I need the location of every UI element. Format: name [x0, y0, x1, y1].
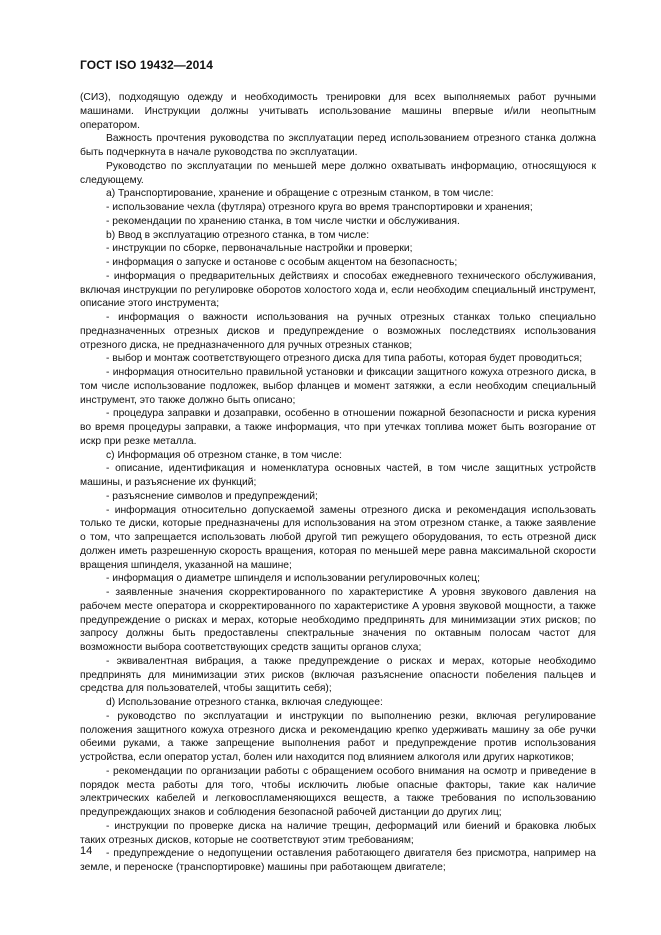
paragraph: Руководство по эксплуатации по меньшей мере должно охватывать информацию, относящуюся к следующему. — [80, 160, 596, 186]
paragraph: - рекомендации по организации работы с обращением особого внимания на осмотр и приведение в порядок места работы для того, чтобы исключить любые опасные факторы, такие как наличие электрических кабелей и легковоспламеняющихся веществ, а также требования по использованию предупреждающих знаков и соблюдения безопасной рабочей дистанции до других лиц; — [80, 765, 596, 818]
paragraph: - руководство по эксплуатации и инструкции по выполнению резки, включая регулирование положения защитного кожуха отрезного диска и рекомендацию крепко удерживать машину за обе ручки обеими руками, а также запрещение выполнения работ и предупреждение против использования устройства, если оператор устал, болен или находится под влиянием алкоголя или других наркотиков; — [80, 710, 596, 763]
paragraph: - информация о запуске и останове с особым акцентом на безопасность; — [106, 257, 458, 268]
paragraph: - инструкции по проверке диска на наличие трещин, деформаций или биений и браковка любых таких отрезных дисков, которые не соответствуют этим требованиям; — [80, 820, 596, 846]
paragraph: d) Использование отрезного станка, включая следующее: — [106, 697, 383, 708]
paragraph: Важность прочтения руководства по эксплуатации перед использованием отрезного станка должна быть подчеркнута в начале руководства по эксплуатации. — [80, 133, 596, 158]
paragraph: - процедура заправки и дозаправки, особенно в отношении пожарной безопасности и риска курения во время процедуры заправки, а также информация, что при утечках топлива может быть возгорание от искр при резке металла. — [80, 408, 596, 447]
paragraph: - инструкции по сборке, первоначальные настройки и проверки; — [106, 243, 413, 255]
paragraph: b) Ввод в эксплуатацию отрезного станка, в том числе: — [106, 229, 370, 241]
paragraph: (СИЗ), подходящую одежду и необходимость тренировки для всех выполняемых работ ручными машинами. Инструкции должны учитывать использование машины впервые и/или неопытным оператором. — [80, 92, 596, 131]
paragraph: - выбор и монтаж соответствующего отрезного диска для типа работы, которая будет проводиться; — [106, 353, 583, 365]
paragraph: - информация относительно правильной установки и фиксации защитного кожуха отрезного диска, в том числе использование подложек, выбор фланцев и момент затяжки, а если необходим специальный инструмент, это также должно быть описано; — [80, 367, 596, 406]
paragraph: - информация о важности использования на ручных отрезных станках только специально предназначенных отрезных дисков и предупреждение о возможных последствиях использования отрезного диска, не предназначенного для ручных отрезных станков; — [80, 312, 596, 351]
paragraph: - разъяснение символов и предупреждений; — [106, 490, 318, 502]
paragraph: c) Информация об отрезном станке, в том числе: — [106, 449, 343, 461]
paragraph: - информация относительно допускаемой замены отрезного диска и рекомендация использовать только те диски, которые предназначены для использования на этом отрезном станке, а также заявление о том, что запрещается использовать любой другой тип режущего оборудования, то есть отрезной диск должен иметь разрешенную скорость вращения, которая по меньшей мере равна максимальной скорости вращения шпинделя, указанной на машине; — [80, 504, 596, 571]
paragraph: - использование чехла (футляра) отрезного круга во время транспортировки и хранения; — [106, 202, 533, 213]
document-body — [80, 91, 596, 875]
page-number: 14 — [80, 845, 93, 857]
paragraph: - информация о предварительных действиях и способах ежедневного технического обслуживания, включая инструкции по регулировке оборотов холостого хода и, если необходим специальный инструмент, описание этого инструмента; — [80, 270, 596, 310]
paragraph: a) Транспортирование, хранение и обращение с отрезным станком, в том числе: — [106, 188, 494, 200]
paragraph: - эквивалентная вибрация, а также предупреждение о рисках и мерах, которые необходимо предпринять для минимизации этих рисков (включая разъяснение опасности побеления пальцев и средства для пользователей, чтобы защитить себя); — [80, 655, 596, 695]
paragraph: - предупреждение о недопущении оставления работающего двигателя без присмотра, например на земле, и переноске (транспортировке) машины при работающем двигателе; — [80, 848, 596, 873]
paragraph: - описание, идентификация и номенклатура основных частей, в том числе защитных устройств машины, и разъяснение их функций; — [80, 463, 596, 488]
paragraph: - заявленные значения скорректированного по характеристике A уровня звукового давления на рабочем месте оператора и скорректированного по характеристике A уровня звуковой мощности, а также предупреждение о рисках и мерах, которые необходимо предпринять для минимизации этих рисков; по запросу должны быть предоставлены спектральные значения по октавным полосам частот для возможности выбора соответствующих средств защиты органов слуха; — [80, 587, 596, 653]
paragraph: - информация о диаметре шпинделя и использовании регулировочных колец; — [106, 573, 480, 585]
standard-header: ГОСТ ISO 19432—2014 — [80, 58, 213, 72]
paragraph: - рекомендации по хранению станка, в том числе чистки и обслуживания. — [106, 215, 460, 227]
